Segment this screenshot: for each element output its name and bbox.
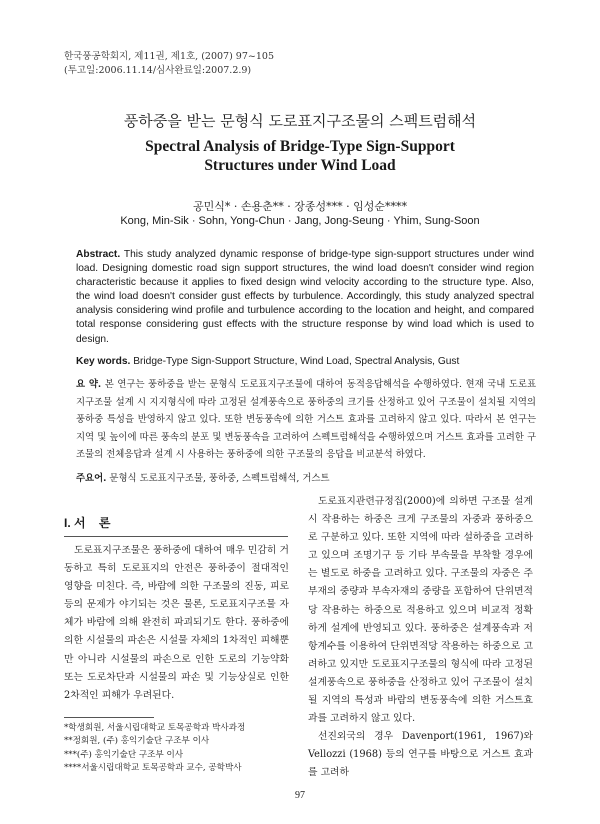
authors-korean: 공민식* · 손용춘** · 장종성*** · 임성순**** [193,200,407,213]
intro-paragraph-1: 도로표지구조물은 풍하중에 대하여 매우 민감히 거동하고 특히 도로표지의 안전은 풍하중이 절대적인 영향을 미친다. 즉, 바람에 의한 구조물의 진동, 피로 등의 문제가 야기되는 것은 물론, 도로표지구조물 자체가 바람에 의해 완전히 파괴되기도 한다. 풍하중에 의한 시설물의 파손은 시설물 자체의 1차적인 피해뿐만 아니라 시설물의 파손으로 인한 도로의 기능약화 또는 도로차단과 시설물의 파손 및 기능상실로 인한 2차적인 피해가 우려된다. [64,545,289,701]
abstract [76,248,534,347]
korean-keywords-label: 주요어. [76,473,107,484]
korean-abstract-label: 요 약. [76,379,102,390]
body-column-left [64,542,289,705]
keywords [76,356,536,367]
intro-paragraph-3: 선진외국의 경우 Davenport(1961, 1967)와 Vellozzi (1968) 등의 연구를 바탕으로 거스트 효과를 고려하 [308,731,533,779]
korean-title: 풍하중을 받는 문형식 도로표지구조물의 스펙트럼해석 [123,112,477,130]
footnote-3: ***(주) 홍익기술단 구조부 이사 [64,749,184,760]
keywords-text: Bridge-Type Sign-Support Structure, Wind Load, Spectral Analysis, Gust [133,356,460,367]
footnote-divider [64,717,154,718]
keywords-label: Key words. [76,356,131,367]
english-title-line-2: Structures under Wind Load [204,157,396,174]
footnote-1: *학생회원, 서울시립대학교 토목공학과 박사과정 [64,723,246,733]
section-heading-introduction: I. 서 론 [64,516,111,530]
intro-paragraph-2: 도로표지관련규정집(2000)에 의하면 구조물 설계 시 작용하는 하중은 크게 구조물의 자중과 풍하중으로 구분하고 있다. 또한 지역에 따라 설하중을 고려하고 있으며 조명기구 등 기타 부속물을 부착할 경우에는 별도로 하중을 고려하고 있다. 구조물의 자중은 주부재의 중량과 부속자재의 중량을 포함하여 단위면적당 작용하는 하중으로 적용하고 있으며 비교적 정확하게 설계에 반영되고 있다. 풍하중은 설계풍속과 저항계수를 이용하여 단위면적당 작용하는 하중으로 고려하고 있지만 도로표지구조물의 형식에 따라 고정된 설계풍속으로 풍하중을 산정하고 있어 구조물이 설치될 지역의 특성과 바람의 변동풍속에 의한 거스트효과를 고려하지 않고 있다. [308,496,533,725]
korean-abstract [76,376,536,464]
abstract-text: This study analyzed dynamic response of bridge-type sign-support structures under wind load. Designing domestic road sign support structures, the wind load doesn't consider wind region characteristic because it applies to fixed design wind velocity according to the structure type. Also, the wind load doesn't consider gust effects by turbulence. Accordingly, this study analyzed spectral analysis considering wind profile and turbulence according to the location and height, and compared total response considering gust effects with the structure response by wind load which is used to design. [76,249,534,345]
footnote-4: ****서울시립대학교 토목공학과 교수, 공학박사 [64,763,242,774]
korean-keywords-text: 문형식 도로표지구조물, 풍하중, 스펙트럼해석, 거스트 [109,473,330,484]
authors-english: Kong, Min-Sik · Sohn, Yong-Chun · Jang, Jong-Seung · Yhim, Sung-Soon [120,215,480,227]
footnote-2: **정회원, (주) 홍익기술단 구조부 이사 [64,736,210,747]
abstract-label: Abstract. [76,249,121,260]
body-column-right [308,493,533,783]
journal-citation: 한국풍공학회지, 제11권, 제1호, (2007) 97~105 [64,51,274,62]
english-title-line-1: Spectral Analysis of Bridge-Type Sign-Support [145,138,455,155]
korean-abstract-text: 본 연구는 풍하중을 받는 문형식 도로표지구조물에 대하여 동적응답해석을 수행하였다. 현재 국내 도로표지구조물 설계 시 지지형식에 따라 고정된 설계풍속으로 풍하중의 크기를 산정하고 있어 구조물이 설치될 지역의 풍하중 특성을 반영하지 않고 있다. 또한 변동풍속에 의한 거스트 효과를 고려하지 않고 있다. 따라서 본 연구는 지역 및 높이에 따른 풍속의 분포 및 변동풍속을 고려하여 스펙트럼해석을 수행하였으며 거스트 효과를 고려한 구조물의 전체응답과 설계 시 사용하는 풍하중에 의한 구조물의 응답을 비교분석 하였다. [76,379,537,461]
section-divider [64,536,288,537]
korean-keywords [76,470,536,484]
footnotes [64,722,294,776]
page-number: 97 [295,790,305,801]
submission-dates: (투고일:2006.11.14/심사완료일:2007.2.9) [64,65,252,76]
